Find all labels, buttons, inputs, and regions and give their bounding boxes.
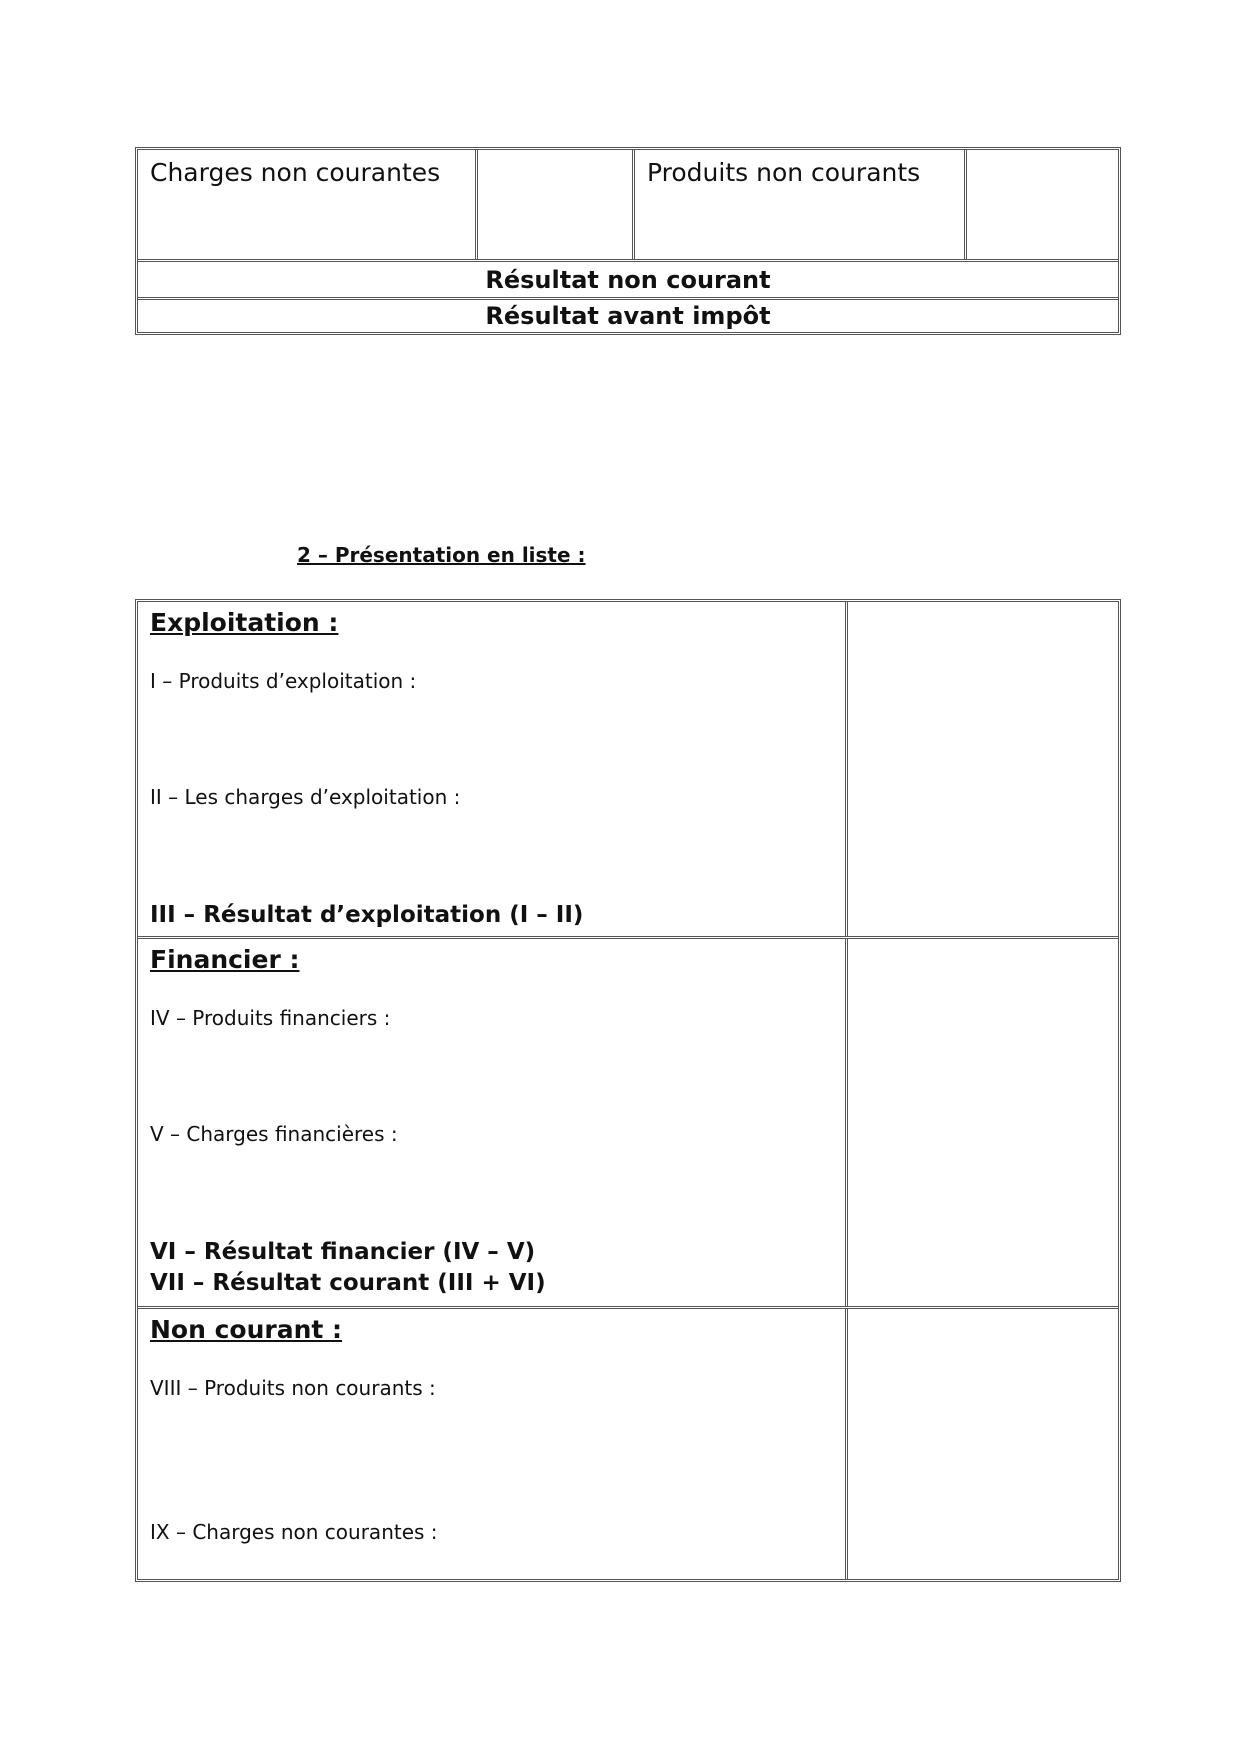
charges-financieres-item: V – Charges financières : xyxy=(150,1122,398,1146)
non-courant-value-cell xyxy=(848,1309,1118,1579)
financier-section xyxy=(138,939,1118,1309)
exploitation-title: Exploitation : xyxy=(150,608,339,637)
resultat-exploitation-total: III – Résultat d’exploitation (I – II) xyxy=(150,902,584,928)
resultat-courant-total: VII – Résultat courant (III + VI) xyxy=(150,1270,546,1296)
produits-label-cell: Produits non courants xyxy=(635,150,967,259)
list-presentation-table xyxy=(135,599,1121,1582)
charges-exploitation-item: II – Les charges d’exploitation : xyxy=(150,785,461,809)
non-courant-label-cell xyxy=(138,1309,848,1579)
produits-non-courants-item: VIII – Produits non courants : xyxy=(150,1376,436,1400)
resultat-financier-total: VI – Résultat financier (IV – V) xyxy=(150,1239,536,1265)
resultat-non-courant-row: Résultat non courant xyxy=(485,265,771,294)
produits-value-cell xyxy=(967,150,1118,259)
non-current-table xyxy=(135,147,1121,335)
exploitation-label-cell xyxy=(138,602,848,936)
non-current-row xyxy=(138,150,1118,262)
financier-title: Financier : xyxy=(150,945,300,974)
charges-value-cell xyxy=(478,150,635,259)
produits-financiers-item: IV – Produits financiers : xyxy=(150,1006,391,1030)
section-heading: 2 – Présentation en liste : xyxy=(297,543,586,567)
charges-non-courantes-item: IX – Charges non courantes : xyxy=(150,1520,438,1544)
exploitation-value-cell xyxy=(848,602,1118,936)
non-courant-title: Non courant : xyxy=(150,1315,343,1344)
charges-label-cell: Charges non courantes xyxy=(138,150,478,259)
financier-label-cell xyxy=(138,939,848,1306)
resultat-avant-impot-row: Résultat avant impôt xyxy=(138,297,1118,332)
non-courant-section xyxy=(138,1309,1118,1579)
financier-value-cell xyxy=(848,939,1118,1306)
produits-exploitation-item: I – Produits d’exploitation : xyxy=(150,669,417,693)
exploitation-section xyxy=(138,602,1118,939)
